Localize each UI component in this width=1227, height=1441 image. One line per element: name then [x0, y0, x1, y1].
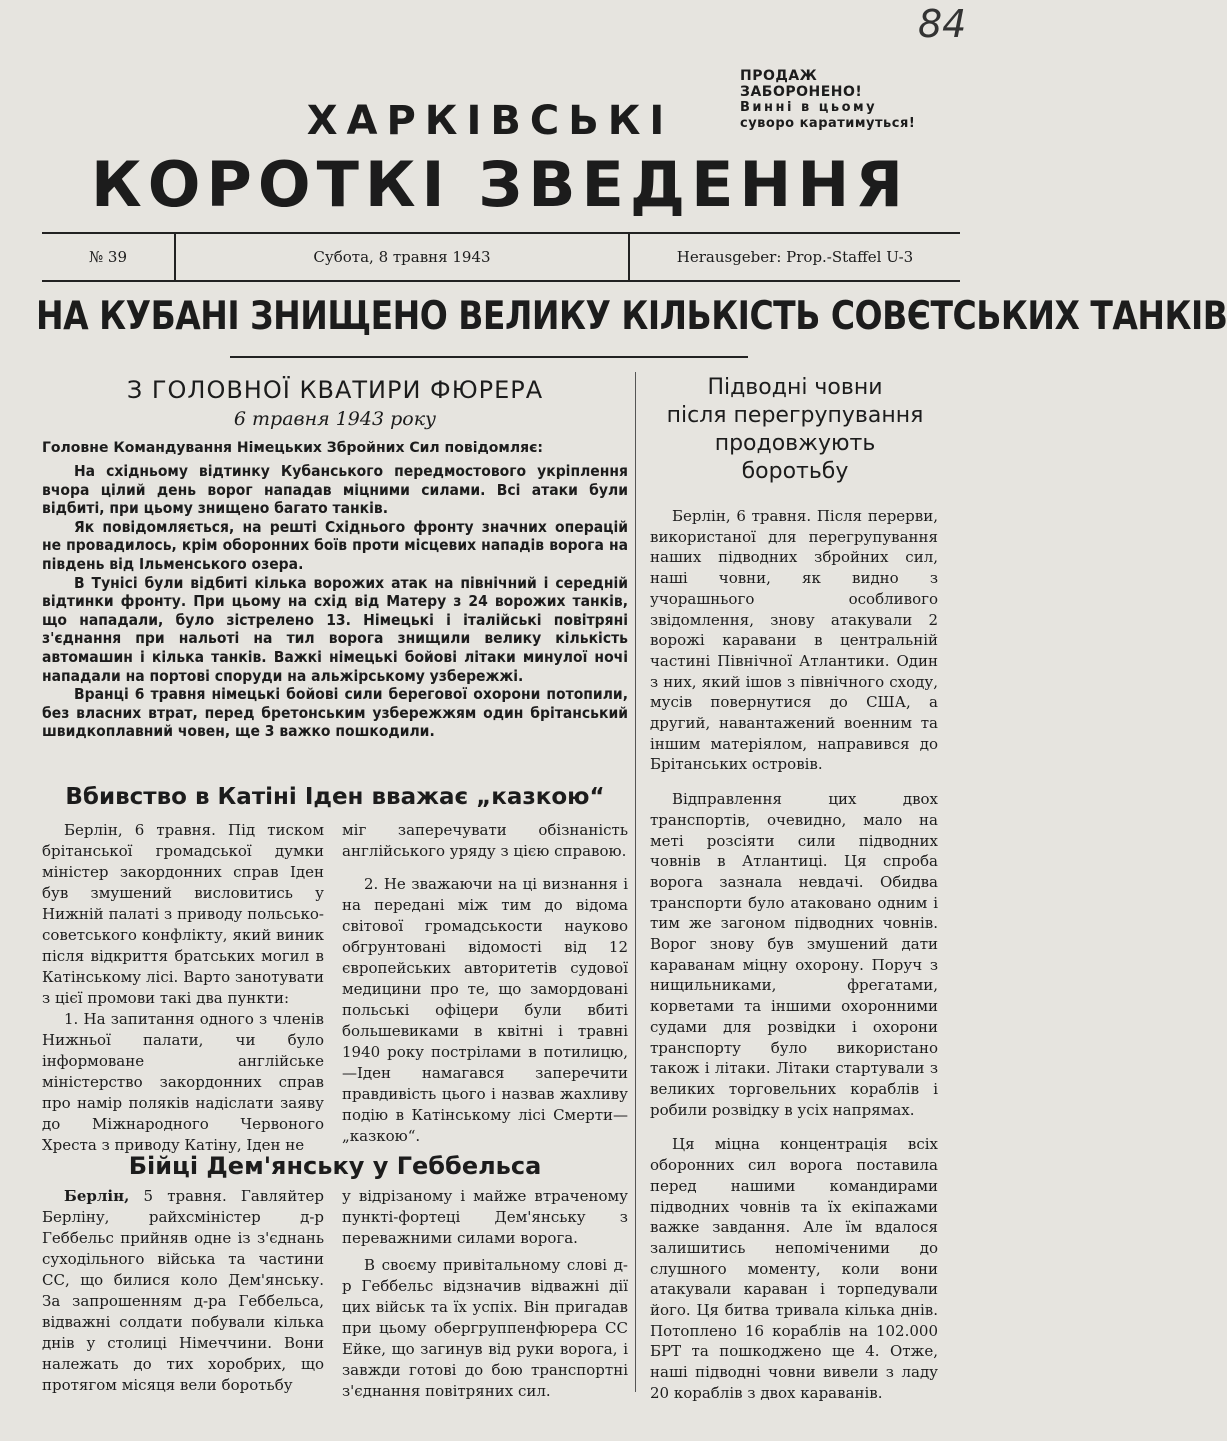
section3-dateline: Берлін, [64, 1187, 130, 1205]
section1-date: 6 травня 1943 року [233, 408, 437, 430]
section3-left-column [42, 1186, 324, 1396]
archive-number: 84 [918, 2, 967, 46]
section3-paragraph [42, 1186, 324, 1396]
masthead-line-1: ХАРКІВСЬКІ [306, 98, 674, 144]
right-title-line: Підводні човни [707, 375, 883, 400]
masthead-line-2: КОРОТКІ ЗВЕДЕННЯ [91, 148, 909, 221]
section1-paragraph: На східньому відтинку Кубанського передмостового укріплення вчора цілий день ворог нападав міцними силами. Всі атаки були відбиті, при цьому знищено багато танків. [42, 462, 628, 518]
right-paragraph: Відправлення цих двох транспортів, очевидно, мало на меті розсіяти сили підводних човнів в Атлантиці. Ця спроба ворога зазнала невдачі. Обидва транспорти було атаковано одним і тим же загоном підводних човнів. Ворог знову був змушений дати караванам міцну охорону. Поруч з нищильниками, фрегатами, корветами та іншими охоронними судами для розвідки і охорони транспорту було використано також і літаки. Літаки стартували з великих торговельних кораблів і робили розвідку в усіх напрямах. [650, 790, 938, 1119]
section1-body [42, 462, 628, 741]
headline-underline [230, 356, 748, 358]
warning-line-3: суворо каратимуться! [740, 116, 916, 131]
section1-paragraph: Як повідомляється, на решті Східнього фронту значних операцій не провадилось, крім оборонних боїв проти місцевих нападів ворога на південь від Ільменського озера. [42, 517, 628, 573]
right-paragraph: Ця міцна концентрація всіх оборонних сил ворога поставила перед нашими командирами підводних човнів та їх екіпажами важке завдання. Але їм вдалося залишитись непоміченими до слушного моменту, коли вони атакували караван і торпедували його. Ця битва тривала кілька днів. Потоплено 16 кораблів на 102.000 БРТ та пошкоджено ще 4. Отже, наші підводні човни вивели з ладу 20 кораблів з двох караванів. [650, 1135, 938, 1402]
section2-paragraph: 2. Не зважаючи на ці визнання і на передані між тим до відома світової громадськости науково обгрунтовані відомості від 12 європейських авторитетів судової медицини про те, що замордовані польські офіцери були вбиті большевиками в квітні і травні 1940 року пострілами в потилицю,—Іден намагався заперечити правдивість цього і назвав жахливу подію в Катінському лісі Смерти—„казкою“. [342, 875, 628, 1145]
section1-paragraph: В Тунісі були відбиті кілька ворожих атак на північний і середній відтинки фронту. При цьому на схід від Матеру з 24 ворожих танків, що нападали, було зістрелено 13. Німецькі і італійські повітряні з'єднання при нальоті на тил ворога знищили велику кількість автомашин і кілька танків. Важкі німецькі бойові літаки минулої ночі нападали на портові споруди на альжірському узбережжі. [42, 573, 628, 685]
section3-paragraph: у відрізаному і майже втраченому пункті-фортеці Дем'янську з переважними силами ворога. [342, 1187, 628, 1247]
section2-paragraph: міг заперечувати обізнаність англійського уряду з цією справою. [342, 821, 628, 860]
right-title-line: після перегрупування [666, 403, 924, 428]
section3-paragraph: В своєму привітальному слові д-р Геббельс відзначив відважні дії цих військ та їх успіх. Він пригадав при цьому обергруппенфюрера СС Ейке, що загинув від руки ворога, і завжди готові до бою транспортні з'єднання повітряних сил. [342, 1256, 628, 1400]
section2-middle-column [342, 820, 628, 1147]
warning-line-1: ПРОДАЖ ЗАБОРОНЕНО! [740, 68, 863, 100]
right-article-body [650, 506, 938, 1418]
warning-line-2: Винні в цьому [740, 100, 878, 115]
section3-text: 5 травня. Гавляйтер Берліну, райхсміністер д-р Геббельс прийняв одне із з'єднань суходільного війська та частини СС, що билися коло Дем'янську. За запрошенням д-ра Геббельса, відважні солдати побували кілька днів у столиці Німеччини. Вони належать до тих хоробрих, що протягом місяця вели боротьбу [42, 1187, 324, 1394]
section2-left-column [42, 820, 324, 1156]
section1-title: З ГОЛОВНОЇ КВАТИРИ ФЮРЕРА [126, 376, 544, 404]
main-headline: НА КУБАНІ ЗНИЩЕНО ВЕЛИКУ КІЛЬКІСТЬ СОВЄТСЬКИХ ТАНКІВ [36, 292, 1227, 339]
section3-title: Бійці Дем'янську у Геббельса [128, 1152, 542, 1180]
section3-middle-column [342, 1186, 628, 1402]
right-title-line: боротьбу [741, 459, 849, 484]
issue-date: Субота, 8 травня 1943 [176, 234, 630, 280]
section1-paragraph: Вранці 6 травня німецькі бойові сили берегової охорони потопили, без власних втрат, перед бретонським узбережжям один брітанський швидкоплавний човен, ще 3 важко пошкодили. [42, 685, 628, 741]
issue-publisher: Herausgeber: Prop.-Staffel U-3 [676, 248, 914, 266]
issue-number: № 39 [42, 234, 176, 280]
section2-paragraph: 1. На запитання одного з членів Нижньої палати, чи було інформоване англійське міністерство закордонних справ про намір поляків надіслати заяву до Міжнародного Червоного Хреста з приводу Катіну, Іден не [42, 1010, 324, 1154]
column-divider [635, 372, 636, 1392]
right-title-line: продовжують [714, 431, 876, 456]
section1-lead: Головне Командування Німецьких Збройних Сил повідомляє: [42, 440, 544, 456]
section2-paragraph: Берлін, 6 травня. Під тиском брітанської громадської думки міністер закордонних справ Іден був змушений висловитись у Нижній палаті з приводу польсько-советського конфлікту, який виник після відкриття братських могил в Катінському лісі. Варто занотувати з цієї промови такі два пункти: [42, 821, 324, 1007]
issue-info-bar [42, 232, 960, 282]
right-article-title [645, 374, 945, 486]
right-paragraph: Берлін, 6 травня. Після перерви, використаної для перегрупування наших підводних збройних сил, наші човни, як видно з учорашнього особливого звідомлення, знову атакували 2 ворожі каравани в центральній частині Північної Атлантики. Один з них, який ішов з північного сходу, мусів повернутися до США, а другий, навантажений военним та іншим матеріялом, направився до Брітанських островів. [650, 507, 938, 774]
sale-prohibited-notice [740, 68, 940, 132]
section2-title: Вбивство в Катіні Іден вважає „казкою“ [65, 784, 605, 810]
